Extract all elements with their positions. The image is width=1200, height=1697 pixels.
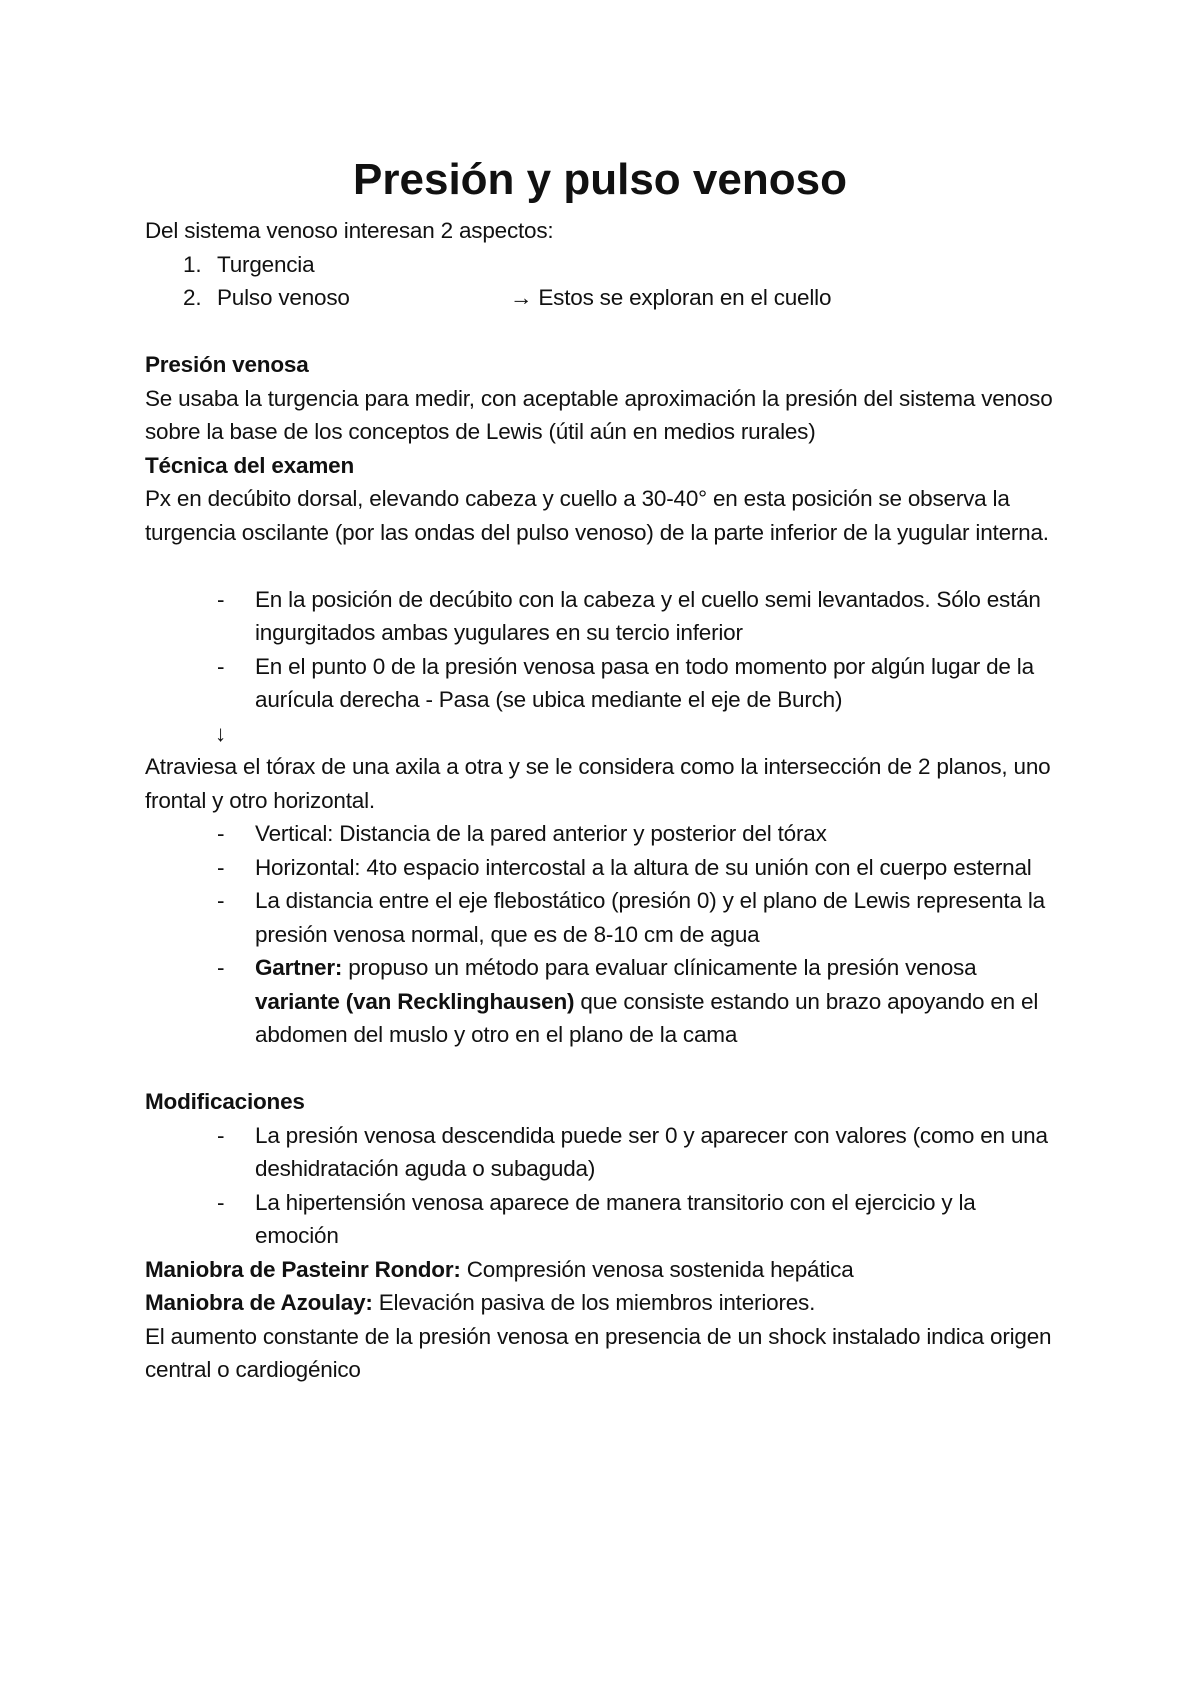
conclusion-text: El aumento constante de la presión venosa en presencia de un shock instalado indica origen central o cardiogénico xyxy=(145,1323,1052,1382)
list-item: - La presión venosa descendida puede ser 0 y aparecer con valores (como en una deshidratación aguda o subaguda) xyxy=(145,1119,1075,1186)
maniobra-label: Maniobra de Pasteinr Rondor: xyxy=(145,1256,461,1282)
list-item: - Vertical: Distancia de la pared anterior y posterior del tórax xyxy=(145,817,1075,851)
list-item xyxy=(145,281,1075,315)
plane-bullets xyxy=(145,817,1075,1052)
aspects-list xyxy=(145,248,1075,315)
spacer xyxy=(145,549,1075,583)
list-item: - En la posición de decúbito con la cabeza y el cuello semi levantados. Sólo están ingurgitados ambas yugulares en su tercio inferior xyxy=(145,583,1075,650)
spacer xyxy=(145,315,1075,349)
tecnica-bullets xyxy=(145,583,1075,717)
gartner-variant: variante (van Recklinghausen) xyxy=(255,988,575,1014)
intro-text: Del sistema venoso interesan 2 aspectos: xyxy=(145,218,554,243)
list-item: - La hipertensión venosa aparece de manera transitorio con el ejercicio y la emoción xyxy=(145,1186,1075,1253)
tecnica-text: Px en decúbito dorsal, elevando cabeza y cuello a 30-40° en esta posición se observa la turgencia oscilante (por las ondas del pulso venoso) de la parte inferior de la yugular interna. xyxy=(145,486,1049,545)
maniobra-text: Compresión venosa sostenida hepática xyxy=(460,1256,854,1282)
list-number: 2. xyxy=(183,285,202,310)
maniobra-text: Elevación pasiva de los miembros interiores. xyxy=(372,1290,816,1315)
list-item: - La distancia entre el eje flebostático (presión 0) y el plano de Lewis representa la presión venosa normal, que es de 8-10 cm de agua xyxy=(145,884,1075,951)
page-title: Presión y pulso venoso xyxy=(353,155,847,204)
atraviesa-text: Atraviesa el tórax de una axila a otra y se le considera como la intersección de 2 planos, uno frontal y otro horizontal. xyxy=(145,754,1051,813)
list-item: - Horizontal: 4to espacio intercostal a la altura de su unión con el cuerpo esternal xyxy=(145,851,1075,885)
spacer xyxy=(145,1052,1075,1086)
document-body xyxy=(145,150,1075,1387)
list-number: 1. xyxy=(183,251,202,277)
list-item-gartner xyxy=(145,951,1075,1052)
list-item: - En el punto 0 de la presión venosa pasa en todo momento por algún lugar de la aurícula derecha - Pasa (se ubica mediante el eje de Burch) xyxy=(145,650,1075,717)
presion-venosa-text: Se usaba la turgencia para medir, con aceptable aproximación la presión del sistema venoso sobre la base de los conceptos de Lewis (útil aún en medios rurales) xyxy=(145,385,1053,444)
maniobra-label: Maniobra de Azoulay: xyxy=(145,1290,373,1315)
list-item-text: Turgencia xyxy=(217,251,315,277)
section-heading-presion-venosa: Presión venosa xyxy=(145,352,309,377)
section-heading-modificaciones: Modificaciones xyxy=(145,1089,305,1114)
maniobra-azoulay xyxy=(145,1286,1075,1320)
list-item-note: → Estos se exploran en el cuello xyxy=(510,285,832,310)
gartner-label: Gartner: xyxy=(255,955,343,980)
list-item-text: Pulso venoso xyxy=(217,285,350,310)
down-arrow-icon: ↓ xyxy=(215,720,227,746)
modificaciones-bullets xyxy=(145,1119,1075,1253)
list-item xyxy=(145,248,1075,282)
gartner-text-1: propuso un método para evaluar clínicamente la presión venosa xyxy=(342,955,977,980)
section-heading-tecnica: Técnica del examen xyxy=(145,452,355,478)
maniobra-pasteinr-rondor xyxy=(145,1253,1075,1287)
gartner-text-2: que consiste estando un brazo apoyando en el abdomen del muslo y otro en el plano de la cama xyxy=(255,988,1039,1047)
